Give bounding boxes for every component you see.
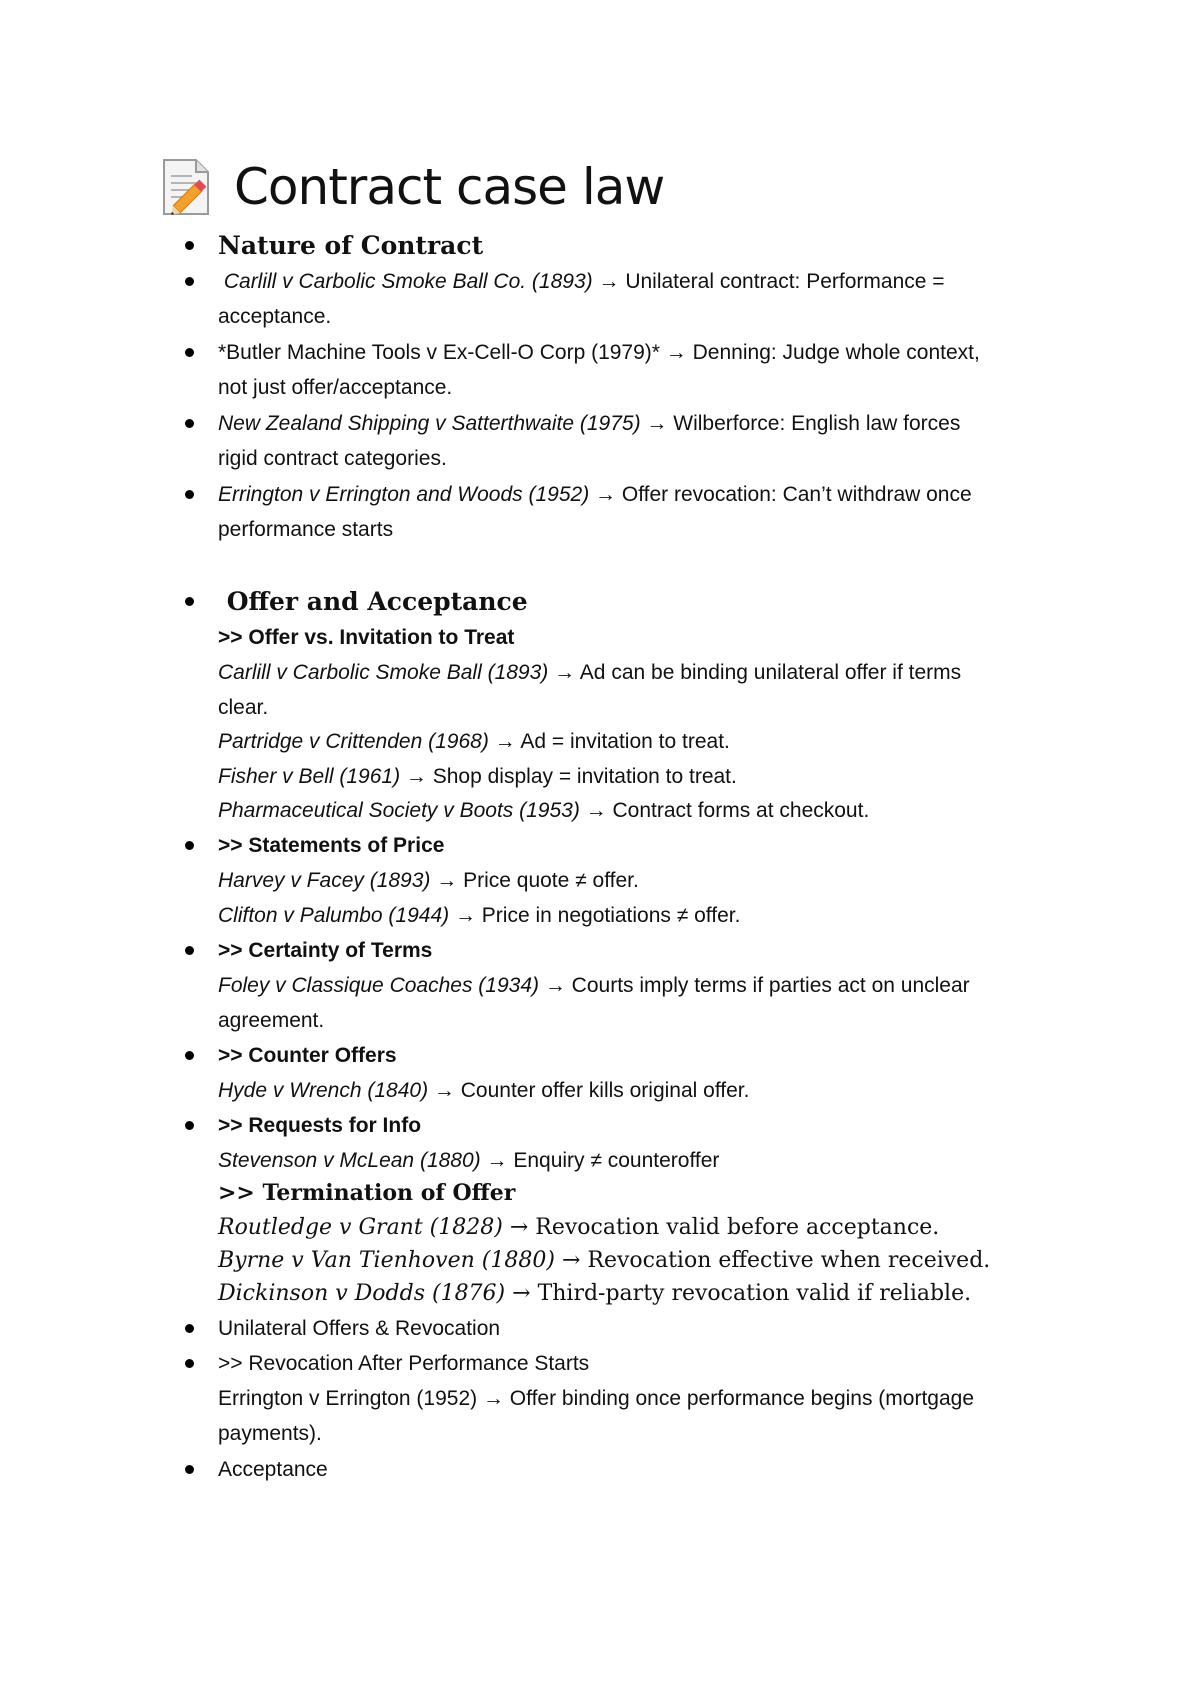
subheading-termination: >> Termination of Offer — [218, 1180, 516, 1206]
case-note: Contract forms at checkout. — [612, 799, 870, 822]
list-item-continuation: rigid contract categories. — [218, 447, 447, 470]
case-note: Denning: Judge whole context, — [692, 341, 980, 364]
list-item-revocation: >> Revocation After Performance Starts — [218, 1346, 589, 1381]
case-note: Ad = invitation to treat. — [520, 730, 730, 753]
arrow: → — [554, 1248, 588, 1273]
section-heading-offer — [218, 584, 528, 619]
arrow: → — [659, 341, 693, 364]
list-item — [218, 477, 972, 512]
case-line — [218, 793, 869, 828]
case-line — [218, 968, 970, 1003]
list-item-continuation: acceptance. — [218, 305, 332, 328]
case-note: Courts imply terms if parties act on unclear — [571, 974, 970, 997]
list-item-continuation: not just offer/acceptance. — [218, 376, 453, 399]
case-line-continuation: clear. — [218, 696, 269, 719]
case-note: Revocation effective when received. — [587, 1248, 991, 1273]
list-item — [218, 406, 960, 441]
case-note: Revocation valid before acceptance. — [535, 1215, 940, 1240]
case-name: Errington v Errington and Woods (1952) — [218, 483, 590, 506]
subheading-counter: >> Counter Offers — [218, 1038, 397, 1073]
case-name: Carlill v Carbolic Smoke Ball (1893) — [218, 661, 549, 684]
case-line — [218, 759, 737, 794]
page-title: Contract case law — [234, 158, 665, 216]
case-name: New Zealand Shipping v Satterthwaite (1975) — [218, 412, 641, 435]
case-note: Counter offer kills original offer. — [460, 1079, 750, 1102]
case-line — [218, 724, 730, 759]
case-name: Clifton v Palumbo (1944) — [218, 904, 450, 927]
arrow: → — [640, 412, 674, 435]
case-line-continuation: agreement. — [218, 1009, 325, 1032]
case-line — [218, 1243, 990, 1278]
case-line — [218, 1143, 719, 1178]
case-line — [218, 863, 639, 898]
list-item — [218, 264, 945, 299]
case-note: Third-party revocation valid if reliable. — [537, 1281, 972, 1306]
case-name: Stevenson v McLean (1880) — [218, 1149, 481, 1172]
arrow: → — [400, 765, 433, 788]
case-name: Partridge v Crittenden (1968) — [218, 730, 489, 753]
case-line — [218, 1210, 939, 1245]
case-name: Foley v Classique Coaches (1934) — [218, 974, 539, 997]
arrow: → — [505, 1281, 538, 1306]
subheading-requests: >> Requests for Info — [218, 1108, 421, 1143]
case-name: Dickinson v Dodds (1876) — [218, 1281, 506, 1306]
arrow: → — [428, 1079, 461, 1102]
arrow: → — [488, 730, 521, 753]
case-line-continuation: payments). — [218, 1422, 322, 1445]
section-heading-nature: Nature of Contract — [218, 228, 483, 263]
case-note: Ad can be binding unilateral offer if terms — [579, 661, 962, 684]
case-name: Fisher v Bell (1961) — [218, 765, 401, 788]
case-name: Harvey v Facey (1893) — [218, 869, 431, 892]
case-line — [218, 1276, 971, 1311]
case-name: *Butler Machine Tools v Ex-Cell-O Corp (1979)* — [218, 341, 660, 364]
case-name: Carlill v Carbolic Smoke Ball Co. (1893) — [223, 270, 593, 293]
case-name: Routledge v Grant (1828) — [218, 1215, 503, 1240]
case-name: Pharmaceutical Society v Boots (1953) — [218, 799, 580, 822]
case-line: Errington v Errington (1952) → Offer binding once performance begins (mortgage — [218, 1387, 975, 1410]
arrow: → — [592, 270, 626, 293]
arrow: → — [539, 974, 572, 997]
case-note: Offer revocation: Can’t withdraw once — [621, 483, 972, 506]
case-note: Wilberforce: English law forces — [673, 412, 961, 435]
arrow: → — [502, 1215, 536, 1240]
case-line — [218, 1073, 749, 1108]
case-note: Unilateral contract: Performance = — [625, 270, 945, 293]
list-item-continuation: performance starts — [218, 518, 394, 541]
arrow: → — [579, 799, 613, 822]
arrow: → — [430, 869, 464, 892]
case-note: Shop display = invitation to treat. — [432, 765, 737, 788]
arrow: → — [548, 661, 580, 684]
arrow: → — [589, 483, 622, 506]
list-item — [218, 335, 980, 370]
subheading-price: >> Statements of Price — [218, 828, 444, 863]
case-note: Enquiry ≠ counteroffer — [513, 1149, 720, 1172]
case-name: Byrne v Van Tienhoven (1880) — [218, 1248, 555, 1273]
case-line — [218, 898, 740, 933]
list-item-unilateral: Unilateral Offers & Revocation — [218, 1311, 500, 1346]
arrow: → — [449, 904, 482, 927]
subheading-certainty: >> Certainty of Terms — [218, 933, 432, 968]
case-note: Price in negotiations ≠ offer. — [481, 904, 741, 927]
case-note: Price quote ≠ offer. — [463, 869, 639, 892]
memo-icon — [160, 158, 214, 216]
section-heading-offer-text: Offer and Acceptance — [226, 587, 528, 616]
subheading-invitation: >> Offer vs. Invitation to Treat — [218, 626, 515, 649]
title-row — [160, 152, 664, 222]
arrow: → — [480, 1149, 514, 1172]
case-line — [218, 655, 961, 690]
case-name: Hyde v Wrench (1840) — [218, 1079, 429, 1102]
list-item-acceptance: Acceptance — [218, 1452, 328, 1487]
